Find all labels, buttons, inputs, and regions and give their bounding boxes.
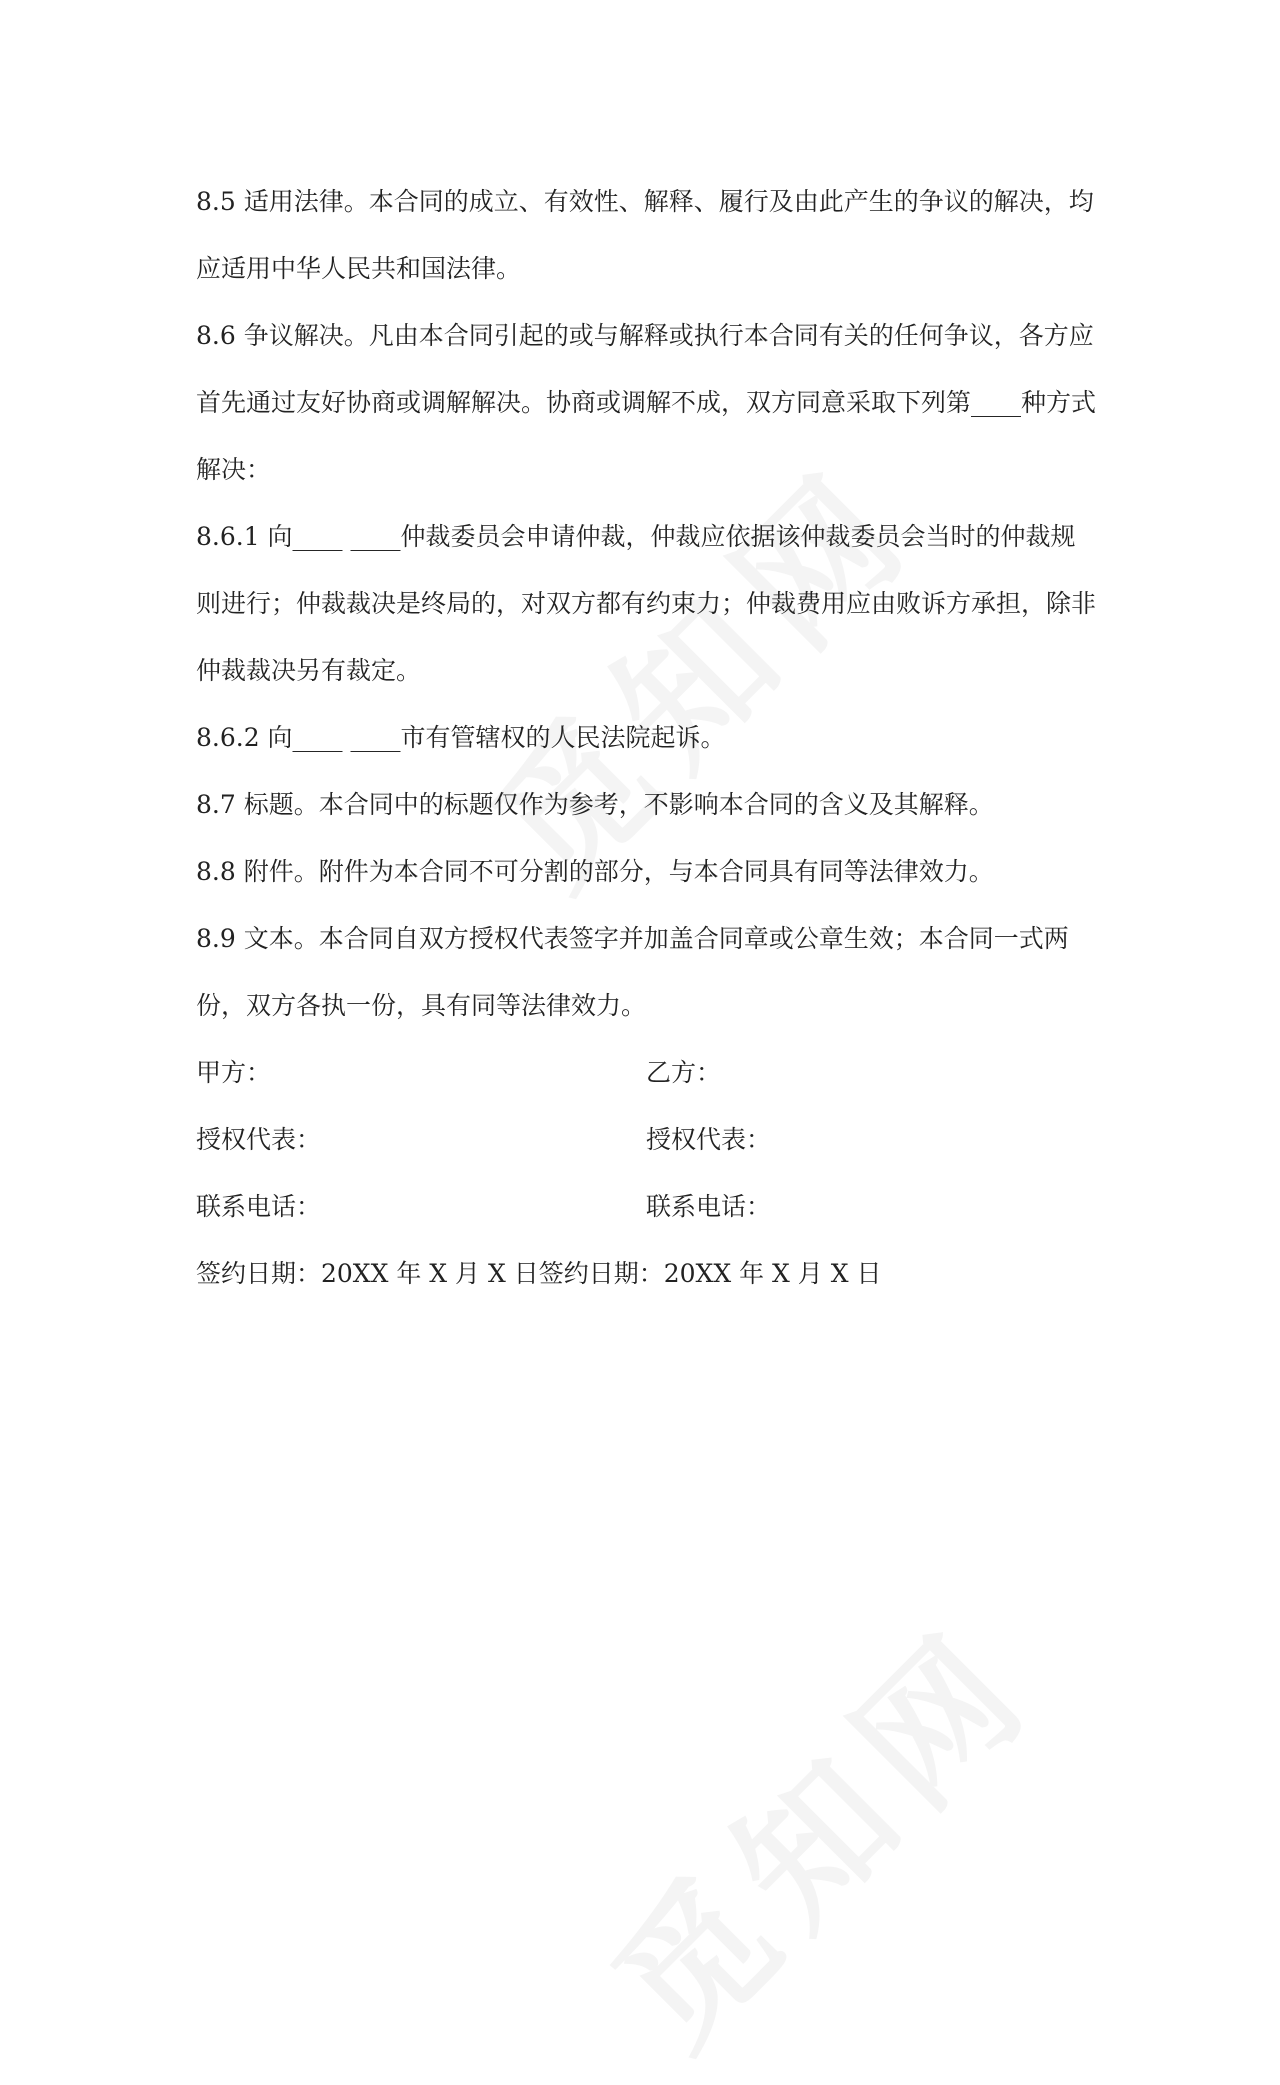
clause-8-9: 8.9 文本。本合同自双方授权代表签字并加盖合同章或公章生效；本合同一式两份，双方各执一份，具有同等法律效力。 bbox=[196, 924, 1069, 1020]
rep-b-label: 授权代表： bbox=[646, 1125, 772, 1154]
watermark bbox=[558, 1571, 1071, 2084]
phone-a-label: 联系电话： bbox=[196, 1192, 322, 1221]
clause-8-8: 8.8 附件。附件为本合同不可分割的部分，与本合同具有同等法律效力。 bbox=[196, 857, 994, 886]
signature-rep-row bbox=[196, 1106, 1096, 1173]
phone-b-label: 联系电话： bbox=[646, 1192, 772, 1221]
clause-8-7: 8.7 标题。本合同中的标题仅作为参考，不影响本合同的含义及其解释。 bbox=[196, 790, 994, 819]
clause-8-5: 8.5 适用法律。本合同的成立、有效性、解释、履行及由此产生的争议的解决，均应适用中华人民共和国法律。 bbox=[196, 187, 1094, 283]
clause-8-6: 8.6 争议解决。凡由本合同引起的或与解释或执行本合同有关的任何争议，各方应首先通过友好协商或调解解决。协商或调解不成，双方同意采取下列第____种方式解决： bbox=[196, 321, 1097, 484]
signature-phone-row bbox=[196, 1173, 1096, 1240]
clause-8-6-2: 8.6.2 向____ ____市有管辖权的人民法院起诉。 bbox=[196, 723, 726, 752]
signature-party-row bbox=[196, 1039, 1096, 1106]
signing-date-line: 签约日期：20XX 年 X 月 X 日签约日期：20XX 年 X 月 X 日 bbox=[196, 1259, 882, 1288]
rep-a-label: 授权代表： bbox=[196, 1125, 322, 1154]
party-b-label: 乙方： bbox=[646, 1058, 722, 1087]
contract-body bbox=[196, 168, 1096, 1307]
party-a-label: 甲方： bbox=[196, 1058, 272, 1087]
clause-8-6-1: 8.6.1 向____ ____仲裁委员会申请仲裁，仲裁应依据该仲裁委员会当时的仲裁规则进行；仲裁裁决是终局的，对双方都有约束力；仲裁费用应由败诉方承担，除非仲裁裁决另有裁定。 bbox=[196, 522, 1097, 685]
